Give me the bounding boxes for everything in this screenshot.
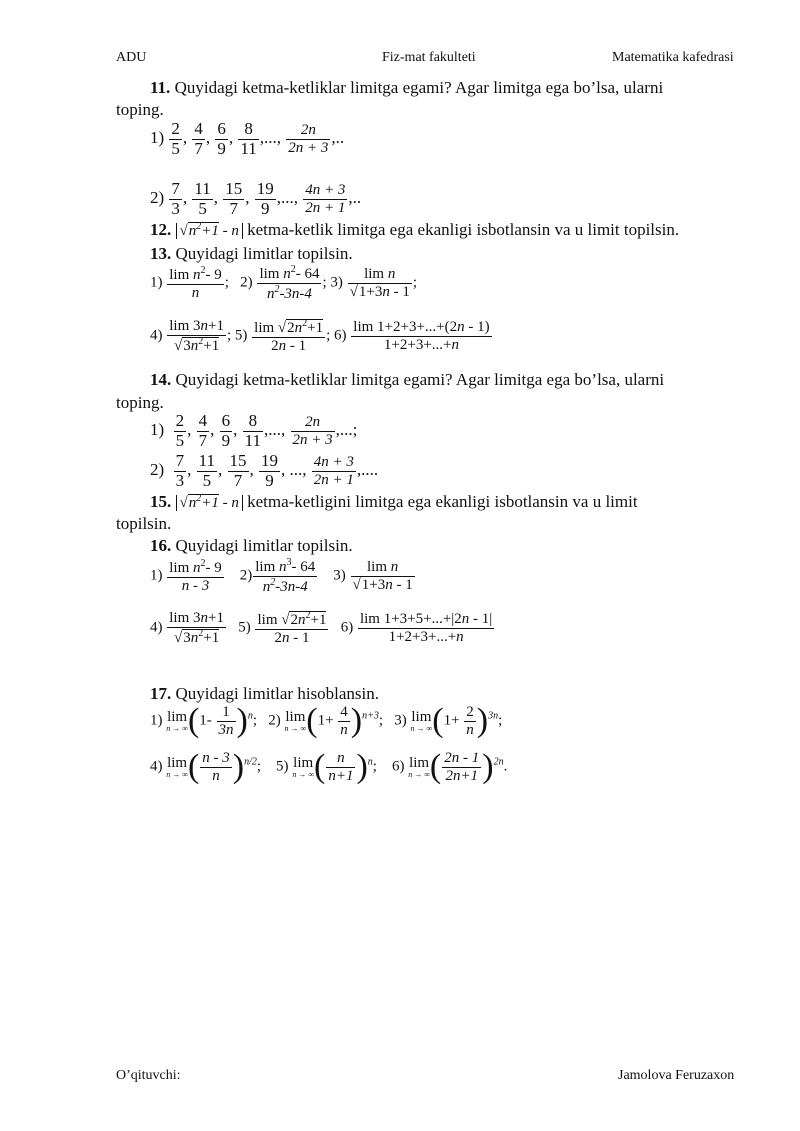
sequence-11-1: 1) $\frac{2}{5}$ , $\frac{4}{7}$ , $\frac{6}{9}$ , $\frac{8}{11}$ ,..., $\frac{2n}{2n + 3}$ ,.. — [150, 119, 345, 158]
problem-number: 17. — [150, 684, 172, 703]
problem-text: ketma-ketlik limitga ega ekanligi isbotlansin va u limit topilsin. — [247, 220, 680, 239]
footer-left: O’qituvchi: — [116, 1068, 181, 1083]
problem-14-cont: toping. — [116, 393, 164, 412]
problem-text: Quyidagi ketma-ketliklar limitga egami? Agar limitga ega bo’lsa, ularni — [174, 78, 664, 97]
sequence-14-1: 1) $\frac{2}{5}$ , $\frac{4}{7}$ , $\frac{6}{9}$ , $\frac{8}{11}$ ,..., $\frac{2n}{2n + 3}$ ,...; — [150, 411, 358, 450]
problem-text: Quyidagi limitlar topilsin. — [175, 536, 353, 555]
problem-15-cont: topilsin. — [116, 514, 172, 533]
problem-13 — [150, 244, 353, 264]
header-right: Matematika kafedrasi — [612, 50, 734, 65]
problem-12: 12. $√n^2+1 - n$ ketma-ketlik limitga ega ekanligi isbotlansin va u limit topilsin. — [150, 220, 680, 239]
limits-17-row1: 1) lim n → ∞ (1- $\frac{1}{3n}$ )$^n$; 2) lim n → ∞ (1+ $\frac{4}{n}$ )$^{n+3}$; 3) lim n → ∞ (1+ $\frac{2}{n}$ )$^{3n}$; — [150, 702, 503, 739]
problem-text: Quyidagi ketma-ketliklar limitga egami? Agar limitga ega bo’lsa, ularni — [175, 370, 665, 389]
limits-13-row1: 1) $\frac{\lim n^2- 9}{n}$ ; 2) $\frac{\lim n^2- 64}{n^2-3n-4}$ ; 3) $\frac{\text{lim n}}{√1+3n - 1}$ ; — [150, 264, 417, 302]
problem-number: 12. — [150, 220, 172, 239]
problem-14 — [150, 370, 664, 390]
problem-text: Quyidagi limitlar hisoblansin. — [175, 684, 380, 703]
sequence-14-2: 2) $\frac{7}{3}$ , $\frac{11}{5}$ , $\frac{15}{7}$ , $\frac{19}{9}$ , ..., $\frac{4n + 3}{2n + 1}$ ,.... — [150, 451, 379, 490]
limits-17-row2: 4) lim n → ∞ ( $\frac{n - 3}{n}$ )$^{n/2}$; 5) lim n → ∞ ( $\frac{n}{n+1}$ )$^n$; 6) lim n → ∞ ( $\frac{2n - 1}{2n+1}$ )$^{2n}$. — [150, 748, 508, 785]
problem-15: 15. $√n^2+1 - n$ ketma-ketligini limitga ega ekanligi isbotlansin va u limit — [150, 492, 638, 511]
problem-16 — [150, 536, 353, 556]
problem-text: ketma-ketligini limitga ega ekanligi isbotlansin va u limit — [247, 492, 638, 511]
header-center: Fiz-mat fakulteti — [382, 50, 476, 65]
problem-number: 11. — [150, 78, 171, 97]
limits-16-row2: 4) $\frac{\lim 3n+1}{√3n^2+1}$ 5) $\frac{\lim √2n^2+1}{2n - 1}$ 6) $\frac{\lim 1+3+5+...+|2n - 1|}{1+2+3+...+n}$ — [150, 610, 493, 646]
problem-text: Quyidagi limitlar topilsin. — [175, 244, 353, 263]
problem-number: 14. — [150, 370, 172, 389]
problem-number: 15. — [150, 492, 172, 511]
header-left: ADU — [116, 50, 147, 65]
sequence-11-2: 2) $\frac{7}{3}$ , $\frac{11}{5}$ , $\frac{15}{7}$ , $\frac{19}{9}$ ,..., $\frac{4n + 3}{2n + 1}$ ,.. — [150, 179, 362, 218]
problem-17 — [150, 684, 379, 704]
limits-16-row1: 1) $\frac{\lim n^2- 9}{n - 3}$ 2) $\frac{\lim n^3- 64}{n^2-3n-4}$ 3) $\frac{\text{lim n}}{√1+3n - 1}$ — [150, 557, 413, 595]
limits-13-row2: 4) $\frac{\lim 3n+1}{√3n^2+1}$ ; 5) $\frac{\lim √2n^2+1}{2n - 1}$ ; 6) $\frac{\lim 1+2+3+...+(2n - 1)}{1+2+3+...+n}$ — [150, 318, 490, 354]
problem-number: 13. — [150, 244, 172, 263]
problem-number: 16. — [150, 536, 172, 555]
problem-11-cont: toping. — [116, 100, 164, 119]
footer-right: Jamolova Feruzaxon — [618, 1068, 735, 1083]
problem-11 — [150, 78, 663, 98]
